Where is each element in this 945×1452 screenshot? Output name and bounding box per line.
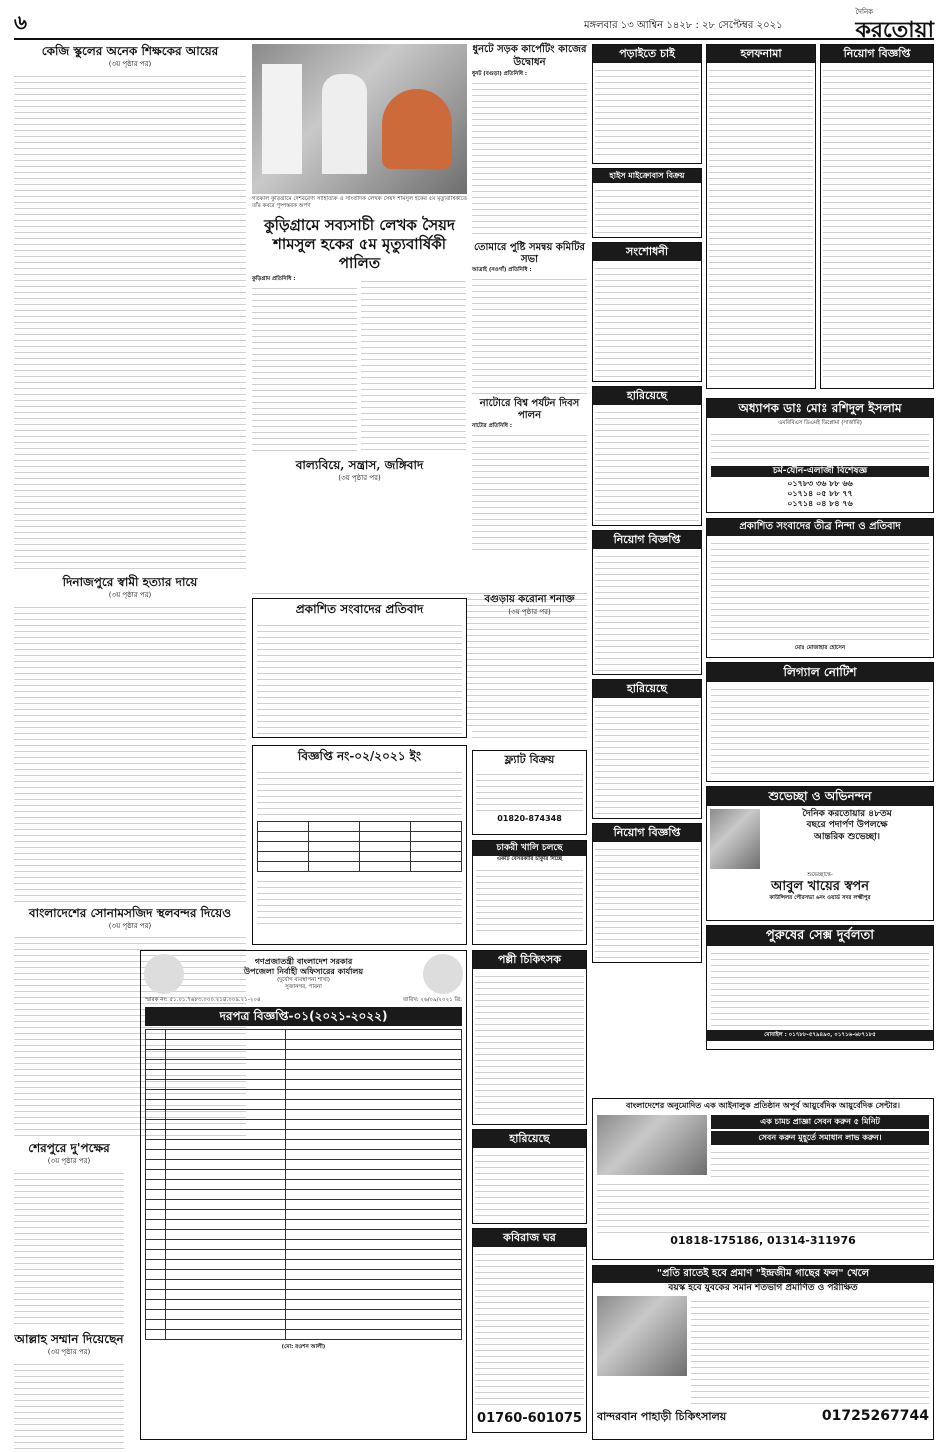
col3-headline-4: বগুড়ায় করোনা শনাক্ত [484, 594, 575, 605]
indrajob-footer: বান্দরবান পাহাড়ী চিকিৎসালয় [597, 1409, 727, 1423]
col3-corona [472, 594, 587, 744]
masthead [855, 8, 934, 44]
protest-notice-2 [252, 598, 467, 738]
col3-body-2 [472, 274, 587, 394]
ad-hariyeche-2 [592, 679, 702, 819]
indrajob-ad [592, 1265, 934, 1440]
col1-body-5 [14, 1359, 124, 1452]
ad-doctor [706, 398, 934, 513]
polli-phone: 01760-601075 [477, 1410, 582, 1426]
doctor-degree: এমবিবিএস ডিএমই ডিপ্লোমা (সার্জারি) [778, 420, 862, 426]
doctor-phone-3: ০১৭১৪ ০৪ ৮৪ ৭৬ [787, 499, 853, 509]
ad-niyog-3 [592, 823, 702, 963]
ad-chakri [472, 840, 587, 945]
tender-gov-2: উপজেলা নির্বাহী অফিসারের কার্যালয় [243, 967, 364, 977]
flat-title: ফ্ল্যাট বিক্রয় [504, 753, 555, 766]
ad-songshodhoni [592, 242, 702, 382]
doctor-phone-1: ০১৭৮৩ ৩৬ ৮৮ ৬৬ [787, 479, 853, 489]
hariyeche1-title: হারিয়েছে [593, 387, 701, 405]
tender-gov-1: গণপ্রজাতন্ত্রী বাংলাদেশ সরকার [254, 957, 353, 967]
niyog2-title: নিয়োগ বিজ্ঞপ্তি [593, 531, 701, 549]
halfnama-title: হলফনামা [707, 45, 815, 63]
ad-niyog-1 [820, 44, 934, 389]
greeting-line2: বছরে পদার্পণ উপলক্ষে [806, 820, 888, 831]
ad-bike [592, 168, 702, 238]
sexual-footer: মোবাইল : ০১৭৮৮-৫৭৯৪৯৩, ০১৭১৬-৬৮৭১৮৫ [707, 1030, 933, 1041]
hariyeche3-title: হারিয়েছে [473, 1130, 586, 1148]
chakri-sub: একটি বেসরকারি চাকুরি দিচ্ছে [496, 856, 563, 863]
masthead-name: করতোয়া [855, 16, 934, 43]
bike-title: হাইস মাইক্রোবাস বিক্রয় [593, 169, 701, 183]
polli-title: পল্লী চিকিৎসক [473, 951, 586, 969]
indrajob-title: "প্রতি রাতেই হবে প্রমাণ "ইন্দ্রজীম গাছের ফল" খেলে [593, 1266, 933, 1283]
ayurved-phone: 01818-175186, 01314-311976 [670, 1234, 856, 1247]
greeting-name: আবুল খায়ের স্বপন [771, 878, 869, 894]
col3-byline-1: ধুনট (বগুড়া) প্রতিনিধি : [472, 71, 528, 77]
ad-flat [472, 750, 587, 835]
chakri-title: চাকরী খালি চলছে [473, 841, 586, 856]
col1-headline-4: শেরপুরে দু'পক্ষের [28, 1141, 110, 1156]
col3-byline-2: আত্রাই (নওগাঁ) প্রতিনিধি : [472, 266, 532, 273]
feature-headline: কুড়িগ্রামে সব্যসাচী লেখক সৈয়দ শামসুল হকের ৫ম মৃত্যুবার্ষিকী পালিত [264, 216, 455, 272]
col1-body-4 [14, 1168, 124, 1328]
doctor-phone-2: ০১৭১৪ ০৫ ৮৮ ৭৭ [787, 489, 853, 499]
col1-headline-5: আল্লাহ সম্মান দিয়েছেন [14, 1332, 124, 1346]
greeting-line1: দৈনিক করতোয়ার ৪৮তম [802, 809, 892, 819]
ad-halfnama [706, 44, 816, 389]
bijnapti-table [257, 821, 462, 872]
tender-ref: স্মারক নং: ৫১.০১.৭৬৮৩.০০০.২১৪.০০৯.২১-২০৪ [145, 997, 261, 1003]
column-4-ads [592, 44, 702, 1094]
niyog1-title: নিয়োগ বিজ্ঞপ্তি [821, 45, 933, 63]
greeting-photo [710, 809, 760, 869]
feature-body-1 [252, 283, 357, 453]
ad-niyog-2 [592, 530, 702, 675]
doctor-title: অধ্যাপক ডাঃ মোঃ রশিদুল ইসলাম [707, 399, 933, 418]
tender-table [145, 1029, 462, 1340]
feature-byline: কুড়িগ্রাম প্রতিনিধি : [252, 276, 296, 283]
col3-body-4 [472, 618, 587, 743]
flat-phone: 01820-874348 [497, 813, 562, 823]
bijnapti-title: বিজ্ঞপ্তি নং-০২/২০২১ ইং [297, 749, 422, 763]
indrajob-phone: 01725267744 [821, 1407, 929, 1424]
col1-sub-2: (৩য় পৃষ্ঠার পর) [108, 590, 152, 599]
porate-chai-title: পড়াইতে চাই [593, 45, 701, 63]
feature-block [252, 44, 467, 584]
col1-body-2 [14, 602, 246, 902]
ad-kobiraj [472, 1228, 587, 1433]
col3-sub-4: (৩য় পৃষ্ঠার পর) [508, 607, 551, 616]
sexual-ad [706, 925, 934, 1050]
feature-caption: গতকাল কুড়িগ্রামে দেশবরেণ্য সাহিত্যিক ও সাংবাদিক লেখক সৈয়দ শামসুল হকের ৫ম মৃত্যুবার্ষিকীতে তাঁর কবরে পুষ্পস্তবক অর্পণ [252, 196, 467, 210]
indrajob-image [597, 1296, 687, 1376]
mujib100-logo [423, 954, 463, 994]
songshodhoni-title: সংশোধনী [593, 243, 701, 261]
tender-date: তারিখ: ২৬/০৯/২০২১ খ্রি: [402, 997, 462, 1003]
tender-notice [140, 950, 467, 1440]
indrajob-sub: বয়স্ক হবে যুবকের সমান শতভাগ প্রমাণিত ও পরীক্ষিত [668, 1282, 858, 1293]
sexual-head: পুরুষের সেক্স দুর্বলতা [707, 926, 933, 946]
col3-headline-3: নাটোরে বিশ্ব পর্যটন দিবস পালন [479, 397, 580, 422]
tender-sign: (মো: রওশন আলী) [281, 1343, 326, 1350]
col3-headline-1: ধুনটে সড়ক কার্পেটিং কাজের উদ্বোধন [472, 44, 587, 68]
col3-body-1 [472, 78, 587, 238]
greeting-title: শুভেচ্ছা ও অভিনন্দন [707, 787, 933, 806]
protest1-title: প্রকাশিত সংবাদের তীব্র নিন্দা ও প্রতিবাদ [707, 519, 933, 536]
col1-body-1 [14, 71, 246, 571]
col1-headline-2: দিনাজপুরে স্বামী হত্যার দায়ে [62, 574, 198, 589]
tender-gov-4: সুজানগর, পাবনা [285, 984, 322, 990]
col1-sub-1: (৩য় পৃষ্ঠার পর) [108, 60, 152, 68]
ad-porate-chai [592, 44, 702, 164]
masthead-tag: দৈনিক [855, 8, 874, 16]
legal-title: লিগ্যাল নোটিশ [707, 663, 933, 682]
ayurved-title: বাংলাদেশের অনুমোদিত এক আইনালুক প্রতিষ্ঠান অপূর্ব আয়ুর্বেদিক আয়ুর্বেদিক সেন্টার। [626, 1101, 900, 1110]
protest-notice-1 [706, 518, 934, 658]
doctor-sub: চর্ম-যৌন-এলার্জী বিশেষজ্ঞ [711, 466, 929, 477]
polli-column [472, 950, 587, 1440]
feature-photo [252, 44, 467, 194]
niyog3-title: নিয়োগ বিজ্ঞপ্তি [593, 824, 701, 842]
greeting-from: শুভেচ্ছান্তে- [807, 872, 833, 878]
feature-sub-2: (৩য় পৃষ্ঠার পর) [338, 474, 381, 483]
hariyeche2-title: হারিয়েছে [593, 680, 701, 698]
col1-sub-5: (৩য় পৃষ্ঠার পর) [47, 1348, 91, 1356]
col1-headline-1: কেজি স্কুলের অনেক শিক্ষকের আয়ের [41, 44, 219, 58]
ad-polli [472, 950, 587, 1125]
page-header [14, 8, 934, 43]
protest1-sign: মোঃ মোজাহার হোসেন [794, 644, 846, 651]
col1-sub-4: (৩য় পৃষ্ঠার পর) [47, 1157, 91, 1166]
page-number: ৬ [14, 10, 28, 34]
date-line: মঙ্গলবার ১৩ আশ্বিন ১৪২৮ : ২৮ সেপ্টেম্বর ২০২১ [584, 20, 783, 31]
ayurved-ad [592, 1098, 934, 1260]
ad-hariyeche-1 [592, 386, 702, 526]
greeting-ad [706, 786, 934, 921]
mujib-logo [144, 954, 184, 994]
greeting-line3: আন্তরিক শুভেচ্ছা। [813, 831, 881, 842]
tender-title: দরপত্র বিজ্ঞপ্তি-০১(২০২১-২০২২) [145, 1007, 462, 1026]
protest2-title: প্রকাশিত সংবাদের প্রতিবাদ [295, 602, 424, 616]
tender-gov-3: (দুর্যোগ ব্যবস্থাপনা শাখা) [277, 977, 330, 984]
col3-body-3 [472, 430, 587, 550]
column-5-ads [706, 44, 816, 394]
ayurved-highlight-2: সেবন করুন মুহূর্তে সমাধান লাভ করুন। [711, 1131, 929, 1145]
column-3 [472, 44, 587, 584]
ayurved-image [597, 1115, 707, 1175]
kobiraj-title: কবিরাজ ঘর [473, 1229, 586, 1247]
col3-byline-3: নাটোর প্রতিনিধি : [472, 422, 513, 429]
column-6-ads [820, 44, 934, 394]
ad-hariyeche-3 [472, 1129, 587, 1224]
col1-sub-3: (৩য় পৃষ্ঠার পর) [108, 921, 152, 930]
feature-headline-2: বাল্যবিয়ে, সন্ত্রাস, জঙ্গিবাদ [295, 458, 424, 473]
greeting-designation: কাউন্সিলর পৌরসভা ৬নং ওয়ার্ড সদর লক্ষ্মীপুর [769, 895, 871, 902]
legal-notice [706, 662, 934, 782]
col1-headline-3: বাংলাদেশের সোনামসজিদ স্থলবন্দর দিয়েও [28, 905, 232, 920]
col3-headline-2: তোমারে পুষ্টি সমন্বয় কমিটির সভা [473, 241, 586, 266]
bijnapti-notice [252, 745, 467, 945]
ayurved-highlight-1: এক চামচ প্রাজ্ঞা সেবন করুন ৫ মিনিট [711, 1115, 929, 1129]
feature-body-2 [361, 276, 466, 453]
